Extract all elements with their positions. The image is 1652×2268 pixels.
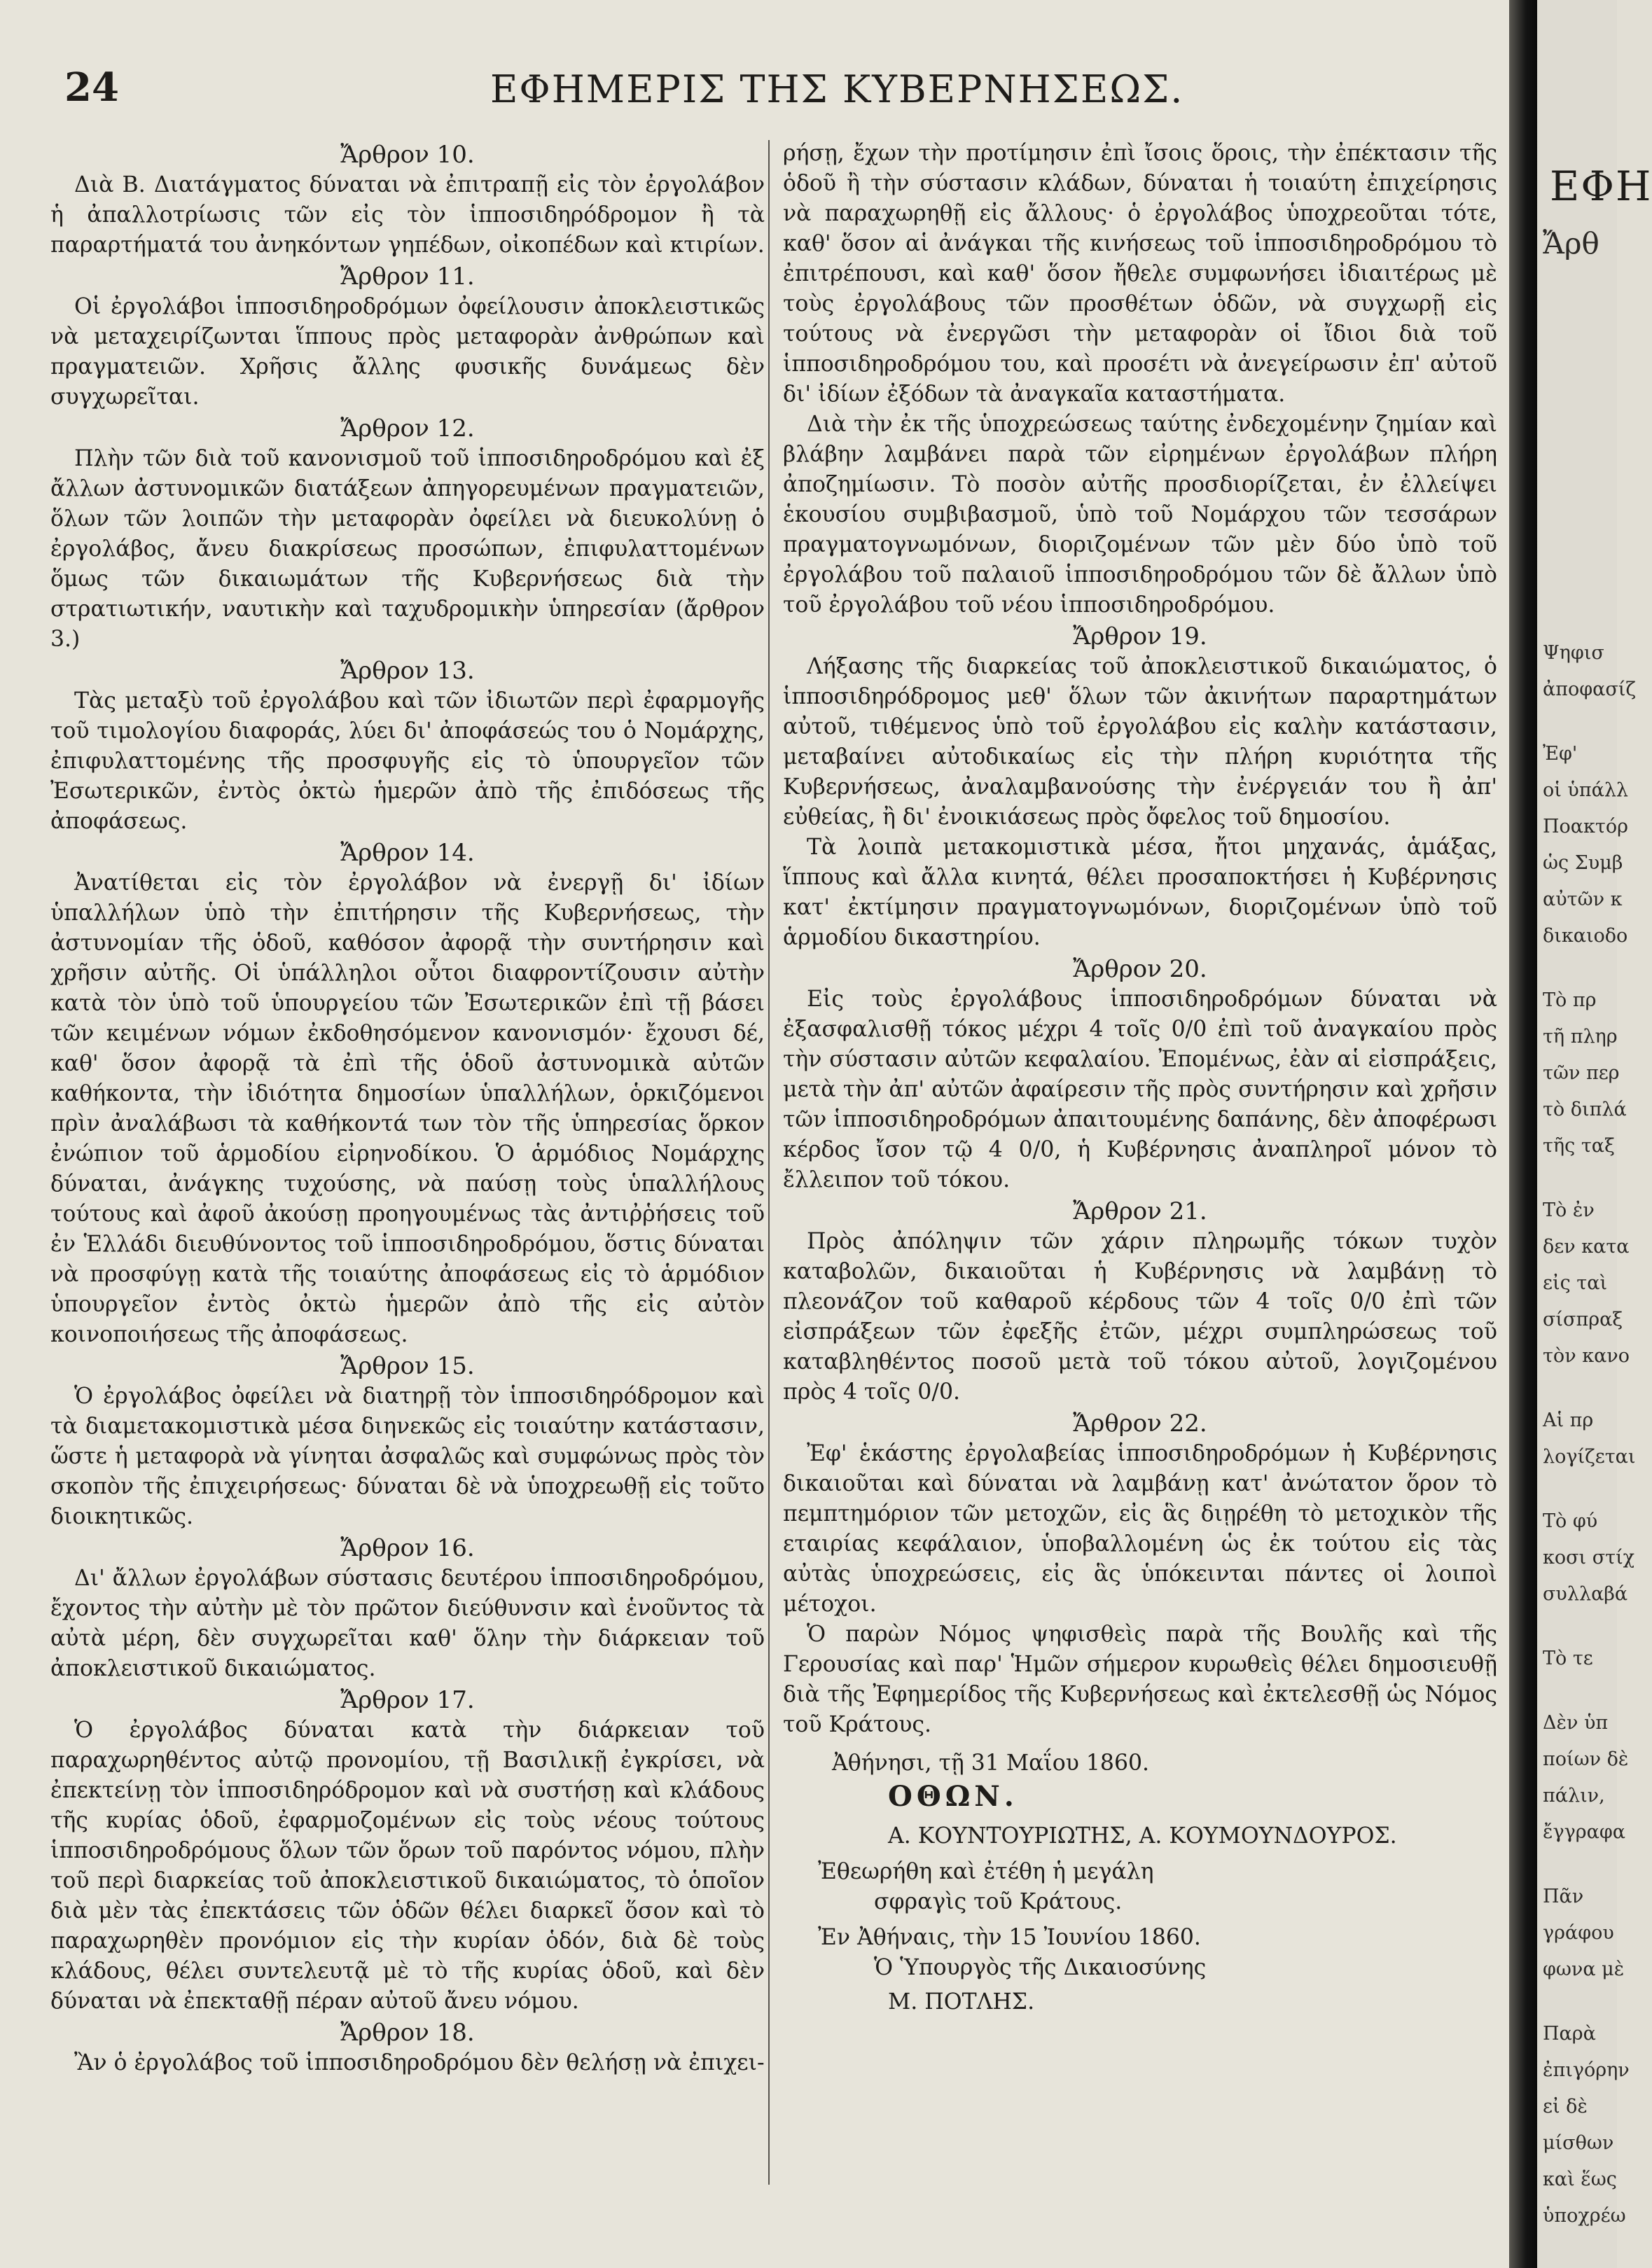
article-text: Ἐφ' ἑκάστης ἐργολαβείας ἱπποσιδηροδρόμων ἡ Κυβέρνησις δικαιοῦται καὶ δύναται νὰ λαμβάνῃ κατ' ἀνώτατον ὅρον τὸ πεμπτημόριον τῶν μετοχῶν, εἰς ἃς διῃρέθη τὸ μετοχικὸν τῆς εταιρίας κεφάλαιον, ὑποβαλλομένη ὡς ἐκ τούτου εἰς τὰς αὐτὰς ὑποχρεώσεις, εἰς ἃς ὑπόκεινται πάντες οἱ λοιποὶ μέτοχοι. — [783, 1441, 1497, 1617]
article-heading: Ἄρθρον 17. — [340, 1686, 475, 1714]
next-page-line: Τὸ φύ — [1543, 1510, 1598, 1532]
article-heading: Ἄρθρον 11. — [340, 263, 475, 291]
next-page-line: ἐπιγόρην — [1543, 2059, 1630, 2081]
next-page-line: εἰ δὲ — [1543, 2096, 1588, 2117]
article-text: Ἀνατίθεται εἰς τὸν ἐργολάβον νὰ ἐνεργῇ δι' ἰδίων ὑπαλλήλων ὑπὸ τὴν ἐπιτήρησιν τῆς Κυβερνήσεως, τὴν ἀστυνομίαν τῆς ὁδοῦ, καθόσον ἀφορᾷ τὴν συντήρησιν καὶ χρῆσιν αὐτῆς. Οἱ ὑπάλληλοι οὗτοι διαφροντίζουσιν αὐτὴν κατὰ τὸν ὑπὸ τοῦ ὑπουργείου τῶν Ἐσωτερικῶν ἐπὶ τῇ βάσει τῶν κειμένων νόμων ἐκδοθησόμενον κανονισμόν· ἔχουσι δέ, καθ' ὅσον ἀφορᾷ τὰ ἐπὶ τῆς ὁδοῦ ἀστυνομικὰ αὐτῶν καθήκοντα, τὴν ἰδιότητα δημοσίων ὑπαλλήλων, ὁρκιζόμενοι πρὶν ἀναλάβωσι τὰ καθήκοντά των τὸν τῆς ὑπηρεσίας ὅρκον ἐνώπιον τοῦ ἁρμοδίου εἰρηνοδίκου. Ὁ ἁρμόδιος Νομάρχης δύναται, ἀνάγκης τυχούσης, νὰ παύσῃ τοὺς ὑπαλλήλους τούτους καὶ ἀφοῦ ἀκούσῃ προηγουμένως τὰς ἀντιῤῥήσεις τοῦ ἐν Ἑλλάδι διευθύνοντος τοῦ ἱπποσιδηροδρόμου, ὅστις δύναται νὰ προσφύγῃ κατὰ τῆς τοιαύτης ἀποφάσεως εἰς τὸ ἁρμόδιον ὑπουργεῖον ἐντὸς ὀκτὼ ἡμερῶν ἀπὸ τῆς εἰς αὐτὸν κοινοποιήσεως τῆς ἀποφάσεως. — [50, 870, 765, 1347]
next-page-line: οἱ ὑπάλλ — [1543, 779, 1629, 801]
king-signature: ΟΘΩΝ. — [888, 1780, 1018, 1813]
next-page-line: φωνα μὲ — [1543, 1959, 1625, 1980]
next-page-line: Πᾶν — [1543, 1886, 1584, 1907]
next-page-line: δικαιοδο — [1543, 925, 1628, 947]
seal-date: Ἐν Ἀθήναις, τὴν 15 Ἰουνίου 1860. — [818, 1925, 1201, 1950]
next-page-line: ἔγγραφα — [1543, 1821, 1626, 1843]
closing-text: Ὁ παρὼν Νόμος ψηφισθεὶς παρὰ τῆς Βουλῆς καὶ τῆς Γερουσίας καὶ παρ' Ἡμῶν σήμερον κυρωθεὶς θέλει δημοσιευθῇ διὰ τῆς Ἐφημερίδος τῆς Κυβερνήσεως καὶ ἐκτελεσθῇ ὡς Νόμος τοῦ Κράτους. — [783, 1622, 1497, 1737]
article-text: Λήξασης τῆς διαρκείας τοῦ ἀποκλειστικοῦ δικαιώματος, ὁ ἱπποσιδηρόδρομος μεθ' ὅλων τῶν ἀκινήτων παραρτημάτων αὐτοῦ, τιθέμενος ὑπὸ τοῦ ἐργολάβου εἰς καλὴν κατάστασιν, μεταβαίνει αὐτοδικαίως εἰς τὴν πλήρη κυριότητα τῆς Κυβερνήσεως, ἀναλαμβανούσης τὴν ἐνέργειάν του ἢ ἀπ' εὐθείας, ἢ δι' ἐνοικιάσεως πρὸς ὄφελος τοῦ δημοσίου. — [783, 654, 1497, 830]
next-page-line: δεν κατα — [1543, 1236, 1630, 1258]
article-text: Πλὴν τῶν διὰ τοῦ κανονισμοῦ τοῦ ἱπποσιδηροδρόμου καὶ ἐξ ἄλλων ἀστυνομικῶν διατάξεων ἀπηγορευμένων πραγματειῶν, ὅλων τῶν λοιπῶν τὴν μεταφορὰν ὀφείλει νὰ διευκολύνῃ ὁ ἐργολάβος, ἄνευ διακρίσεως προσώπων, ἐπιφυλαττομένων ὅμως τῶν δικαιωμάτων τῆς Κυβερνήσεως διὰ τὴν στρατιωτικήν, ναυτικὴν καὶ ταχυδρομικὴν ὑπηρεσίαν (ἄρθρον 3.) — [50, 446, 765, 652]
article-heading: Ἄρθρον 18. — [340, 2019, 475, 2047]
binding-gutter — [1509, 0, 1537, 2268]
next-page-line: Τὸ πρ — [1543, 989, 1597, 1011]
article-heading: Ἄρθρον 12. — [340, 415, 475, 443]
article-heading: Ἄρθρον 22. — [1073, 1410, 1207, 1438]
next-page-line: ὑποχρέω — [1543, 2205, 1626, 2227]
article-heading: Ἄρθρον 21. — [1073, 1197, 1207, 1225]
next-page-line: τῆ πληρ — [1543, 1026, 1618, 1048]
page-number: 24 — [64, 64, 119, 111]
article-text: Ὁ ἐργολάβος δύναται κατὰ τὴν διάρκειαν τοῦ παραχωρηθέντος αὐτῷ προνομίου, τῇ Βασιλικῇ ἐγκρίσει, νὰ ἐπεκτείνῃ τὸν ἱπποσιδηρόδρομον καὶ νὰ συστήσῃ καὶ κλάδους τῆς κυρίας ὁδοῦ, ἐφαρμοζομένων εἰς τοὺς νέους τούτους ἱπποσιδηροδρόμους ὅλων τῶν ὅρων τοῦ παρόντος νόμου, πλὴν τοῦ περὶ διαρκείας τοῦ ἀποκλειστικοῦ δικαιώματος, τὸ ὁποῖον διὰ μὲν τὰς ἐπεκτάσεις τῶν ὁδῶν θέλει διαρκεῖ ὅσον καὶ τὸ παραχωρηθὲν προνόμιον εἰς τὴν κυρίαν ὁδόν, διὰ δὲ τοὺς κλάδους, θέλει συντελευτᾷ μὲ τὸ τῆς κυρίας ὁδοῦ, καὶ δὲν δύναται νὰ ἐπεκταθῇ πέραν αὐτοῦ ἄνευ νόμου. — [50, 1718, 765, 2014]
article-heading: Ἄρθρον 15. — [340, 1352, 475, 1380]
next-page-line: εἰς ταὶ — [1543, 1272, 1608, 1294]
article-text: Τὰ λοιπὰ μετακομιστικὰ μέσα, ἤτοι μηχανάς, ἁμάξας, ἵππους καὶ ἄλλα κινητά, θέλει προσαποκτήσει ἡ Κυβέρνησις κατ' ἐκτίμησιν πραγματογνωμόνων, διοριζομένων ὑπὸ τοῦ ἁρμοδίου δικαστηρίου. — [783, 835, 1497, 950]
next-page-line: καὶ ἕως — [1543, 2169, 1617, 2190]
next-page-line: ὡς Συμβ — [1543, 852, 1623, 874]
next-page-line: τὸ διπλά — [1543, 1099, 1627, 1120]
next-page-line: Ἐφ' — [1543, 743, 1578, 765]
next-page-line: κοσι στίχ — [1543, 1547, 1635, 1568]
article-heading: Ἄρθρον 10. — [340, 141, 475, 169]
next-page-line: Παρὰ — [1543, 2023, 1596, 2045]
next-page-line: Ποακτόρ — [1543, 816, 1628, 837]
next-page-line: Ψηφισ — [1543, 642, 1604, 664]
enactment-date: Ἀθήνησι, τῇ 31 Μαΐου 1860. — [832, 1751, 1150, 1776]
next-page-line: τῶν περ — [1543, 1062, 1620, 1084]
article-text: Οἱ ἐργολάβοι ἱπποσιδηροδρόμων ὀφείλουσιν ἀποκλειστικῶς νὰ μεταχειρίζωνται ἵππους πρὸς μεταφορὰν ἀνθρώπων καὶ πραγματειῶν. Χρῆσις ἄλλης φυσικῆς δυνάμεως δὲν συγχωρεῖται. — [50, 294, 765, 410]
next-page-line: συλλαβά — [1543, 1583, 1628, 1605]
running-title: ΕΦΗΜΕΡΙΣ ΤΗΣ ΚΥΒΕΡΝΗΣΕΩΣ. — [490, 67, 1184, 111]
next-page-line: μίσθων — [1543, 2132, 1614, 2154]
left-column — [50, 139, 765, 2078]
column-divider — [768, 140, 770, 2185]
next-page-line: τῆς ταξ — [1543, 1135, 1615, 1157]
next-page-fragment — [1537, 0, 1652, 2268]
article-text: Ἂν ὁ ἐργολάβος τοῦ ἱπποσιδηροδρόμου δὲν θελήσῃ νὰ ἐπιχει- — [74, 2050, 765, 2075]
next-page-heading: Ἄρθ — [1543, 226, 1599, 260]
next-page-line: σίσπραξ — [1543, 1309, 1623, 1330]
next-page-line: πάλιν, — [1543, 1785, 1605, 1807]
next-page-line: γράφου — [1543, 1922, 1614, 1944]
article-heading: Ἄρθρον 13. — [340, 657, 475, 685]
next-page-line: Δὲν ὑπ — [1543, 1712, 1609, 1734]
next-page-line: αὐτῶν κ — [1543, 889, 1623, 910]
article-text: Εἰς τοὺς ἐργολάβους ἱπποσιδηροδρόμων δύναται νὰ ἐξασφαλισθῇ τόκος μέχρι 4 τοῖς 0/0 ἐπὶ τοῦ ἀναγκαίου πρὸς τὴν σύστασιν αὐτῶν κεφαλαίου. Ἐπομένως, ἐὰν αἱ εἰσπράξεις, μετὰ τὴν ἀπ' αὐτῶν ἀφαίρεσιν τῆς πρὸς συντήρησιν καὶ χρῆσιν τῶν ἱπποσιδηροδρόμων ἀπαιτουμένης δαπάνης, δὲν ἀποφέρωσι κέρδος ἴσον τῷ 4 0/0, ἡ Κυβέρνησις ἀναπληροῖ μόνον τὸ ἔλλειπον τοῦ τόκου. — [783, 987, 1497, 1192]
seal-note: σφραγὶς τοῦ Κράτους. — [874, 1889, 1123, 1914]
next-page-line: Τὸ ἐν — [1543, 1199, 1595, 1221]
article-heading: Ἄρθρον 16. — [340, 1534, 475, 1562]
article-text: Ὁ ἐργολάβος ὀφείλει νὰ διατηρῇ τὸν ἱπποσιδηρόδρομον καὶ τὰ διαμετακομιστικὰ μέσα διηνεκῶς εἰς τοιαύτην κατάστασιν, ὥστε ἡ μεταφορὰ νὰ γίνηται ἀσφαλῶς καὶ συμφώνως πρὸς τὸν σκοπὸν τῆς ἐπιχειρήσεως· δύναται δὲ νὰ ὑποχρεωθῇ εἰς τοῦτο διοικητικῶς. — [50, 1384, 765, 1529]
minister-signatories: Α. ΚΟΥΝΤΟΥΡΙΩΤΗΣ, Α. ΚΟΥΜΟΥΝΔΟΥΡΟΣ. — [888, 1823, 1397, 1849]
article-text: Διὰ Β. Διατάγματος δύναται νὰ ἐπιτραπῇ εἰς τὸν ἐργολάβον ἡ ἀπαλλοτρίωσις τῶν εἰς τὸν ἱπποσιδηρόδρομον ἢ τὰ παραρτήματά του ἀνηκόντων γηπέδων, οἰκοπέδων καὶ κτιρίων. — [50, 172, 765, 258]
article-text: Τὰς μεταξὺ τοῦ ἐργολάβου καὶ τῶν ἰδιωτῶν περὶ ἐφαρμογῆς τοῦ τιμολογίου διαφοράς, λύει δι' ἀποφάσεώς του ὁ Νομάρχης, ἐπιφυλαττομένης τῆς προσφυγῆς εἰς τὸ ὑπουργεῖον τῶν Ἐσωτερικῶν, ἐντὸς ὀκτὼ ἡμερῶν ἀπὸ τῆς ἐπιδόσεως τῆς ἀποφάσεως. — [50, 688, 765, 834]
next-page-line: τὸν κανο — [1543, 1345, 1630, 1367]
article-heading: Ἄρθρον 19. — [1073, 622, 1207, 651]
article-text: Πρὸς ἀπόληψιν τῶν χάριν πληρωμῆς τόκων τυχὸν καταβολῶν, δικαιοῦται ἡ Κυβέρνησις νὰ λαμβάνῃ τὸ πλεονάζον τοῦ καθαροῦ κέρδους τῶν 4 τοῖς 0/0 ἐπὶ τῶν εἰσπράξεων τῶν ἐφεξῆς ἐτῶν, μέχρι συμπληρώσεως τοῦ καταβληθέντος ποσοῦ μετὰ τοῦ τόκου αὐτοῦ, λογιζομένου πρὸς 4 τοῖς 0/0. — [783, 1229, 1497, 1405]
next-page-line: ποίων δὲ — [1543, 1748, 1629, 1770]
minister-name: Μ. ΠΟΤΛΗΣ. — [888, 1989, 1035, 2015]
article-text: Διὰ τὴν ἐκ τῆς ὑποχρεώσεως ταύτης ἐνδεχομένην ζημίαν καὶ βλάβην λαμβάνει παρὰ τῶν εἰρημένων ἐργολάβων πλήρη ἀποζημίωσιν. Τὸ ποσὸν αὐτῆς προσδιορίζεται, ἐν ἐλλείψει ἑκουσίου συμβιβασμοῦ, ὑπὸ τοῦ Νομάρχου τῶν τεσσάρων πραγματογνωμόνων, διοριζομένων τῶν μὲν δύο ὑπὸ τοῦ ἐργολάβου τοῦ παλαιοῦ ἱπποσιδηροδρόμου τῶν δὲ ἄλλων ὑπὸ τοῦ ἐργολάβου τοῦ νέου ἱπποσιδηροδρόμου. — [783, 412, 1497, 618]
next-page-line: ἀποφασίζ — [1543, 679, 1637, 700]
article-heading: Ἄρθρον 20. — [1073, 955, 1207, 983]
article-heading: Ἄρθρον 14. — [340, 839, 475, 867]
article-text: Δι' ἄλλων ἐργολάβων σύστασις δευτέρου ἱπποσιδηροδρόμου, ἔχοντος τὴν αὐτὴν μὲ τὸν πρῶτον διεύθυνσιν καὶ ἑνοῦντος τὰ αὐτὰ μέρη, δὲν συγχωρεῖται καθ' ὅλην τὴν διάρκειαν τοῦ ἀποκλειστικοῦ δικαιώματος. — [50, 1566, 765, 1681]
next-page-header: ΕΦΗ — [1550, 162, 1652, 210]
seal-note: Ἐθεωρήθη καὶ ἐτέθη ἡ μεγάλη — [818, 1859, 1154, 1884]
article-text: ρήσῃ, ἔχων τὴν προτίμησιν ἐπὶ ἴσοις ὅροις, τὴν ἐπέκτασιν τῆς ὁδοῦ ἢ τὴν σύστασιν κλάδων, δύναται ἡ τοιαύτη ἐπιχείρησις νὰ παραχωρηθῇ εἰς ἄλλους· ὁ ἐργολάβος ὑποχρεοῦται τότε, καθ' ὅσον αἱ ἀνάγκαι τῆς κινήσεως τοῦ ἱπποσιδηροδρόμου τὸ ἐπιτρέπουσι, καὶ καθ' ὅσον ἤθελε συμφωνήσει ἰδιαιτέρως μὲ τοὺς ἐργολάβους τῶν προσθέτων ὁδῶν, νὰ συγχωρῇ εἰς τούτους νὰ ἐνεργῶσι τὴν μεταφορὰν οἱ ἴδιοι διὰ τοῦ ἱπποσιδηροδρόμου του, καὶ προσέτι νὰ ἀνεγείρωσιν ἐπ' αὐτοῦ δι' ἰδίων ἐξόδων τὰ ἀναγκαῖα καταστήματα. — [783, 141, 1497, 407]
right-column — [783, 139, 1497, 2017]
next-page-line: λογίζεται — [1543, 1446, 1636, 1468]
minister-title: Ὁ Ὑπουργὸς τῆς Δικαιοσύνης — [874, 1955, 1207, 1980]
next-page-line: Αἱ πρ — [1543, 1410, 1594, 1431]
next-page-line: Τὸ τε — [1543, 1648, 1593, 1669]
